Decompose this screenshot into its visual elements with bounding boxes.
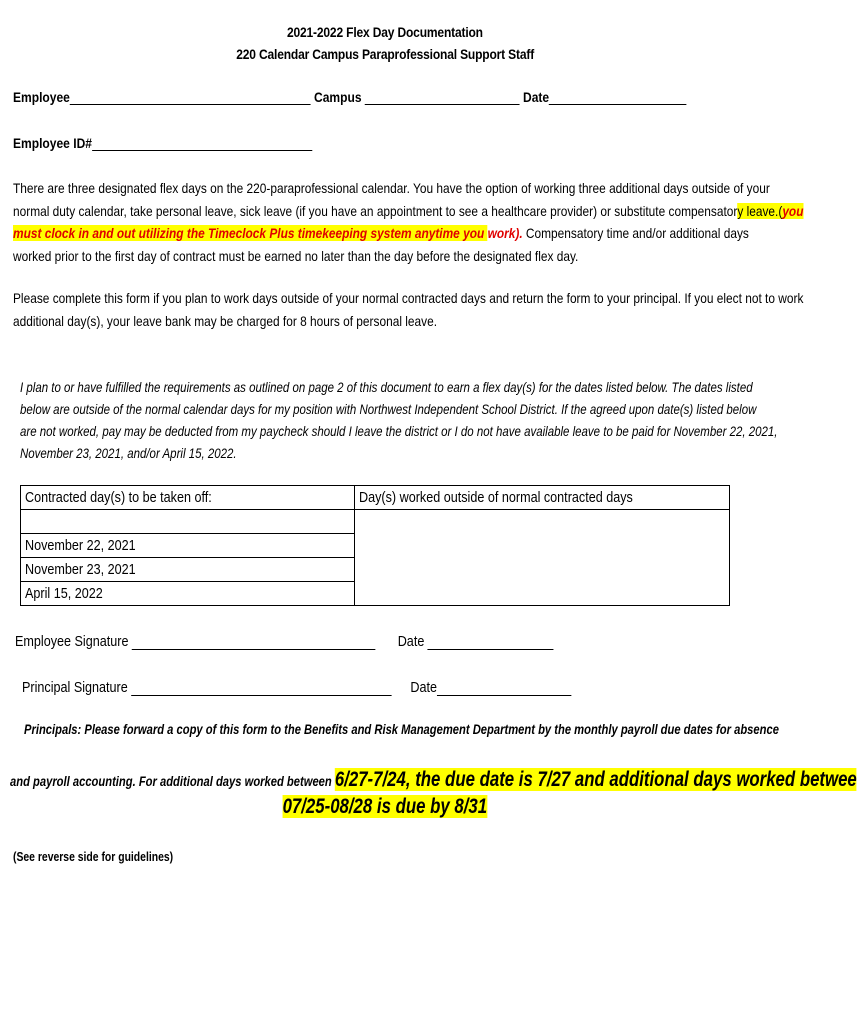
principal-date-field[interactable] xyxy=(437,682,571,696)
statement-line-3: are not worked, pay may be deducted from my paycheck should I leave the district or I do not have available leave to be paid for November 22, 2021, xyxy=(20,423,778,439)
employee-id-label: Employee ID# xyxy=(13,135,92,151)
worked-days-cell[interactable] xyxy=(355,510,730,606)
principal-date-label: Date xyxy=(410,679,438,696)
contracted-cell: November 23, 2021 xyxy=(21,558,355,582)
principal-signature-label: Principal Signature xyxy=(22,679,128,696)
employee-signature-field[interactable] xyxy=(132,636,376,650)
principal-signature-row xyxy=(22,679,676,696)
employee-id-field[interactable] xyxy=(92,136,312,151)
employee-id-row xyxy=(13,135,361,151)
due-dates-line: and payroll accounting. For additional days worked between 6/27-7/24, the due date is 7/27 and additional days worked betwee xyxy=(10,768,857,791)
contracted-cell[interactable] xyxy=(21,510,355,534)
table-header-row xyxy=(21,486,730,510)
employee-date-label: Date xyxy=(397,633,425,650)
due-date-final-row xyxy=(0,795,770,819)
campus-field[interactable] xyxy=(365,90,520,105)
principal-signature-field[interactable] xyxy=(131,682,391,696)
intro-line-2: normal duty calendar, take personal leave, sick leave (if you have an appointment to see a healthcare provider) or substitute compensatory leave.(you xyxy=(13,202,804,219)
col-worked-header: Day(s) worked outside of normal contracted days xyxy=(355,486,730,510)
flex-days-table xyxy=(20,485,730,606)
employee-signature-label: Employee Signature xyxy=(15,633,129,650)
timeclock-warning: must clock in and out utilizing the Timeclock Plus timekeeping system anytime you xyxy=(13,225,488,241)
date-field[interactable] xyxy=(549,90,687,105)
highlight-leave: y leave.(you xyxy=(737,202,804,219)
intro-paragraph xyxy=(13,177,804,267)
statement-line-4: November 23, 2021, and/or April 15, 2022. xyxy=(20,445,237,461)
due-dates-highlight: 6/27-7/24, the due date is 7/27 and additional days worked betwee xyxy=(334,768,857,791)
instructions-line-2: additional day(s), your leave bank may be charged for 8 hours of personal leave. xyxy=(13,312,438,329)
intro-line-3: must clock in and out utilizing the Timeclock Plus timekeeping system anytime you work). Compensatory time and/or additional days xyxy=(13,225,749,241)
statement-paragraph xyxy=(20,376,778,464)
date-label: Date xyxy=(523,89,550,105)
employee-date-field[interactable] xyxy=(428,636,554,650)
table-row xyxy=(21,510,730,534)
campus-label: Campus xyxy=(314,89,362,105)
principals-instruction: Principals: Please forward a copy of this form to the Benefits and Risk Management Department by the monthly payroll due dates for absence xyxy=(24,721,779,737)
contracted-cell: November 22, 2021 xyxy=(21,534,355,558)
statement-line-2: below are outside of the normal calendar days for my position with Northwest Independent School District. If the agreed upon date(s) listed below xyxy=(20,401,757,417)
employee-info-row xyxy=(13,89,796,105)
employee-label: Employee xyxy=(13,89,70,105)
document-title: 2021-2022 Flex Day Documentation xyxy=(287,24,483,40)
reverse-side-note: (See reverse side for guidelines) xyxy=(13,849,174,864)
intro-line-1: There are three designated flex days on the 220-paraprofessional calendar. You have the option of working three additional days outside of your xyxy=(13,180,770,196)
employee-field[interactable] xyxy=(70,90,311,105)
instructions-line-1: Please complete this form if you plan to work days outside of your normal contracted days and return the form to your principal. If you elect not to work xyxy=(13,290,804,306)
col-contracted-header: Contracted day(s) to be taken off: xyxy=(21,486,355,510)
intro-line-4: worked prior to the first day of contract must be earned no later than the day before the designated flex day. xyxy=(13,247,579,264)
employee-signature-row xyxy=(15,633,656,650)
statement-line-1: I plan to or have fulfilled the requirements as outlined on page 2 of this document to earn a flex day(s) for the dates listed below. The dates listed xyxy=(20,379,753,395)
final-due-date: 07/25-08/28 is due by 8/31 xyxy=(282,795,488,818)
contracted-cell: April 15, 2022 xyxy=(21,582,355,606)
document-subtitle: 220 Calendar Campus Paraprofessional Support Staff xyxy=(236,46,534,62)
instructions-paragraph xyxy=(13,287,804,332)
